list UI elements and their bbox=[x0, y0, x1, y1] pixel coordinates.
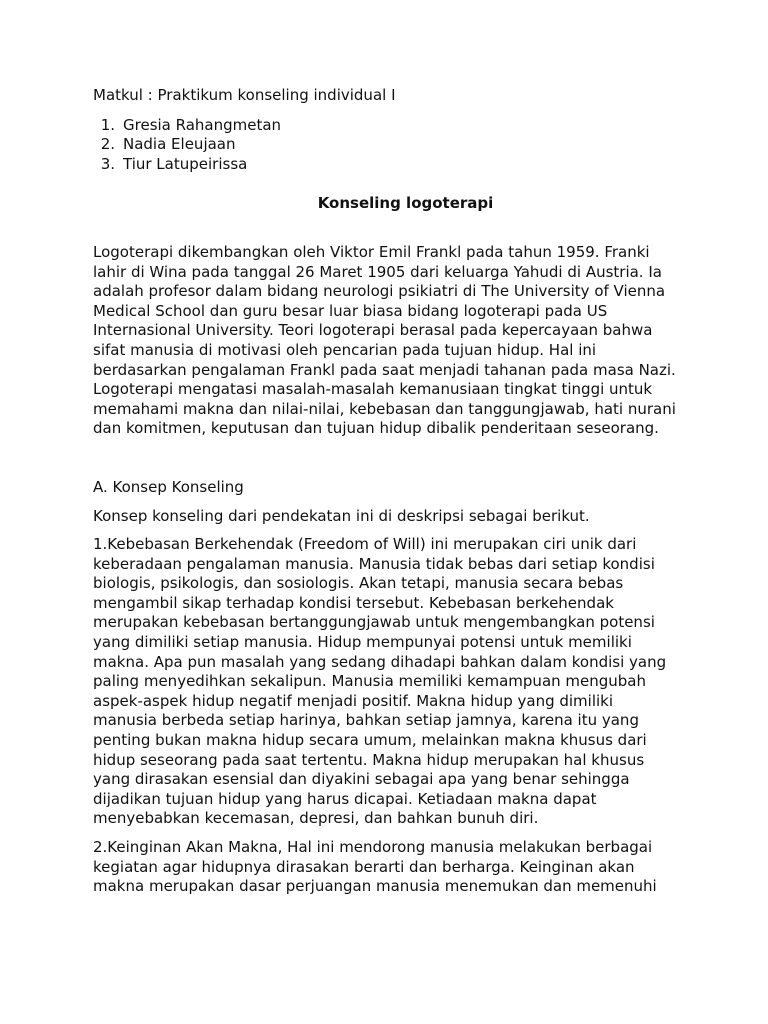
document-title: Konseling logoterapi bbox=[317, 194, 494, 213]
point-paragraph: 2.Keinginan Akan Makna, Hal ini mendorong manusia melakukan berbagai kegiatan agar hidupnya dirasakan berarti dan berharga. Keinginan akan makna merupakan dasar perjuangan manusia menemukan dan memenuhi bbox=[93, 838, 657, 896]
author-name: Nadia Eleujaan bbox=[123, 135, 236, 154]
author-number: 3. bbox=[100, 154, 115, 173]
document-page bbox=[93, 86, 678, 906]
author-number: 2. bbox=[100, 135, 115, 154]
course-line: Matkul : Praktikum konseling individual I bbox=[93, 86, 396, 104]
point-paragraph: 1.Kebebasan Berkehendak (Freedom of Will) ini merupakan ciri unik dari keberadaan pengalaman manusia. Manusia tidak bebas dari setiap kondisi biologis, psikologis, dan sosiologis. Akan tetapi, manusia secara bebas mengambil sikap terhadap kondisi tersebut. Kebebasan berkehendak merupakan kebebasan bertanggungjawab untuk mengembangkan potensi yang dimiliki setiap manusia. Hidup mempunyai potensi untuk memiliki makna. Apa pun masalah yang sedang dihadapi bahkan dalam kondisi yang paling menyedihkan sekalipun. Manusia memiliki kemampuan mengubah aspek-aspek hidup negatif menjadi positif. Makna hidup yang dimiliki manusia berbeda setiap harinya, bahkan setiap jamnya, karena itu yang penting bukan makna hidup secara umum, melainkan makna khusus dari hidup seseorang pada saat tertentu. Makna hidup merupakan hal khusus yang dirasakan esensial dan diyakini sebagai apa yang benar sehingga dijadikan tujuan hidup yang harus dicapai. Ketiadaan makna dapat menyebabkan kecemasan, depresi, dan bahkan bunuh diri. bbox=[93, 535, 667, 828]
author-item bbox=[93, 116, 678, 136]
section-intro: Konsep konseling dari pendekatan ini di deskripsi sebagai berikut. bbox=[93, 506, 590, 525]
author-item bbox=[93, 155, 678, 175]
section-heading: A. Konsep Konseling bbox=[93, 477, 244, 496]
author-item bbox=[93, 135, 678, 155]
author-list bbox=[93, 116, 678, 175]
author-name: Tiur Latupeirissa bbox=[123, 154, 248, 173]
author-name: Gresia Rahangmetan bbox=[123, 115, 282, 134]
intro-paragraph: Logoterapi dikembangkan oleh Viktor Emil Frankl pada tahun 1959. Franki lahir di Wina pada tanggal 26 Maret 1905 dari keluarga Yahudi di Austria. Ia adalah profesor dalam bidang neurologi psikiatri di The University of Vienna Medical School dan guru besar luar biasa bidang logoterapi pada US Internasional University. Teori logoterapi berasal pada kepercayaan bahwa sifat manusia di motivasi oleh pencarian pada tujuan hidup. Hal ini berdasarkan pengalaman Frankl pada saat menjadi tahanan pada masa Nazi. Logoterapi mengatasi masalah-masalah kemanusiaan tingkat tinggi untuk memahami makna dan nilai-nilai, kebebasan dan tanggungjawab, hati nurani dan komitmen, keputusan dan tujuan hidup dibalik penderitaan seseorang. bbox=[93, 242, 676, 438]
author-number: 1. bbox=[100, 115, 115, 134]
